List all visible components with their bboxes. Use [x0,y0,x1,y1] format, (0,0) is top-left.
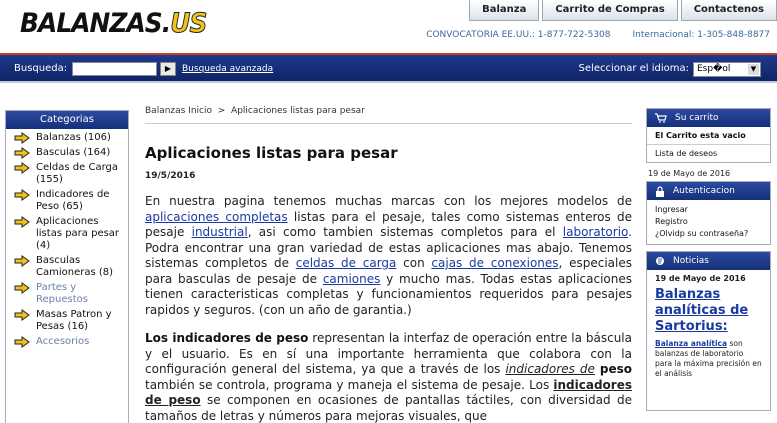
bold-underline-text: indicadores de peso [145,377,632,407]
link-cajas-de-conexiones[interactable]: cajas de conexiones [431,256,559,270]
news-text [647,335,770,383]
phone-intl: Internacional: 1-305-848-8877 [632,30,770,40]
text: , especiales para basculas de pesaje de [145,256,632,286]
site-logo[interactable] [20,8,207,39]
search-label: Busqueda: [14,63,68,74]
breadcrumb-current: Aplicaciones listas para pesar [231,106,365,116]
categories-panel [5,110,129,423]
category-label: Balanzas (106) [36,132,111,143]
category-item[interactable] [6,252,128,279]
logo-tld: US [170,8,207,39]
login-link[interactable]: Ingresar [655,205,688,214]
breadcrumb-home[interactable]: Balanzas Inicio [145,106,213,116]
search-bar [0,53,777,83]
category-label: Partes y Repuestos [36,282,88,305]
link-laboratorio[interactable]: laboratorio [562,225,629,239]
text: también se controla, programa y maneja el sistema de pesaje. Los [145,377,554,392]
link-industrial[interactable]: industrial [191,225,248,239]
auth-title: Autenticacion [673,186,735,196]
forgot-password-link[interactable]: ¿Olvidp su contraseña? [655,229,749,238]
tab-carrito[interactable]: Carrito de Compras [542,0,677,21]
text: , asi como tambien sistemas completos para el [247,225,563,239]
arrow-right-icon [14,132,30,144]
category-label: Accesorios [36,336,90,347]
search-input[interactable] [72,62,157,76]
arrow-right-icon [14,189,30,201]
sidebar-date: 19 de Mayo de 2016 [648,169,731,178]
category-label: Celdas de Carga (155) [36,162,118,185]
categories-title: Categorias [6,111,128,129]
news-link[interactable]: Balanza analítica [655,339,728,348]
text: . Podra encontrar una gran variedad de estas aplicaciones mas abajo. Tenemos sistemas completos de [145,225,632,270]
article-date: 19/5/2016 [145,171,196,181]
bold-text: peso [599,362,632,376]
text: con [396,256,432,270]
arrow-right-icon [14,216,30,228]
category-item[interactable] [6,279,128,306]
language-value: Esp�ol [697,64,731,74]
phone-numbers [426,30,770,40]
news-headline[interactable]: Balanzas analíticas de Sartorius: [655,287,749,334]
arrow-right-icon [14,255,30,267]
cart-title: Su carrito [675,113,719,123]
news-title: Noticias [673,256,709,266]
chevron-down-icon: ▼ [748,64,759,75]
logo-main: BALANZAS. [20,8,171,39]
breadcrumb [145,106,632,116]
language-select[interactable] [693,62,761,77]
category-label: Aplicaciones listas para pesar (4) [36,216,120,251]
search-go-button[interactable]: ▶ [160,62,176,76]
news-icon [655,256,665,266]
tab-contactenos[interactable]: Contactenos [681,0,777,21]
top-nav [466,0,777,21]
phone-us: CONVOCATORIA EE.UU.: 1-877-722-5308 [426,30,611,40]
category-item[interactable] [6,333,128,348]
text: se componen en ocasiones de pantallas táctiles, con diversidad de tamaños de letras y números para mejoras visuales, que [145,393,632,423]
category-item[interactable] [6,129,128,144]
wishlist-link[interactable]: Lista de deseos [655,149,718,158]
category-item[interactable] [6,144,128,159]
news-header [647,252,770,270]
arrow-right-icon [14,282,30,294]
main-content [145,106,632,423]
article-paragraph-2 [145,331,632,423]
page-title: Aplicaciones listas para pesar [145,144,398,162]
text: En nuestra pagina tenemos muchas marcas con los mejores modelos de [145,194,632,208]
arrow-right-icon [14,336,30,348]
link-aplicaciones-completas[interactable]: aplicaciones completas [145,209,288,224]
italic-text: indicadores de [505,362,595,376]
right-sidebar [646,108,771,411]
auth-header [647,182,770,200]
arrow-right-icon [14,162,30,174]
text: representan la interfaz de operación entre la báscula y el usuario. Es en sí una importante herramienta que colabora con la configuración general del sistema, ya que a través de los [145,331,632,376]
register-link[interactable]: Registro [655,217,688,226]
divider [145,123,632,124]
link-camiones[interactable]: camiones [322,271,381,286]
cart-empty-text: El Carrito esta vacio [647,127,770,145]
auth-box [646,181,771,245]
link-celdas-de-carga[interactable]: celdas de carga [295,256,397,270]
category-label: Basculas (164) [36,147,111,158]
news-date: 19 de Mayo de 2016 [655,274,746,283]
category-item[interactable] [6,213,128,252]
article-paragraph-1 [145,194,632,318]
category-item[interactable] [6,306,128,333]
auth-links [647,200,770,244]
breadcrumb-sep: > [217,106,226,116]
text: y mucho mas. Todas estas aplicaciones tienen caracteristicas completas y funcionamientos requeridos para pesajes rapidos y seguros. (con un año de garantia.) [145,271,632,317]
category-label: Masas Patron y Pesas (16) [36,309,112,332]
news-body: son balanzas de laboratorio para la máxima precisión en el análisis [655,339,762,378]
category-item[interactable] [6,186,128,213]
category-label: Indicadores de Peso (65) [36,189,110,212]
bold-text: Los indicadores de peso [145,331,309,345]
news-box [646,251,771,411]
lock-icon [655,186,665,197]
cart-icon [655,113,667,123]
arrow-right-icon [14,147,30,159]
cart-box [646,108,771,163]
advanced-search-link[interactable]: Busqueda avanzada [182,64,274,74]
category-label: Basculas Camioneras (8) [36,255,114,278]
category-item[interactable] [6,159,128,186]
tab-balanza[interactable]: Balanza [469,0,539,21]
arrow-right-icon [14,309,30,321]
text: listas para el pesaje, tales como sistemas enteros de pesaje [145,209,632,239]
cart-header [647,109,770,127]
language-label: Seleccionar el idioma: [578,63,689,74]
